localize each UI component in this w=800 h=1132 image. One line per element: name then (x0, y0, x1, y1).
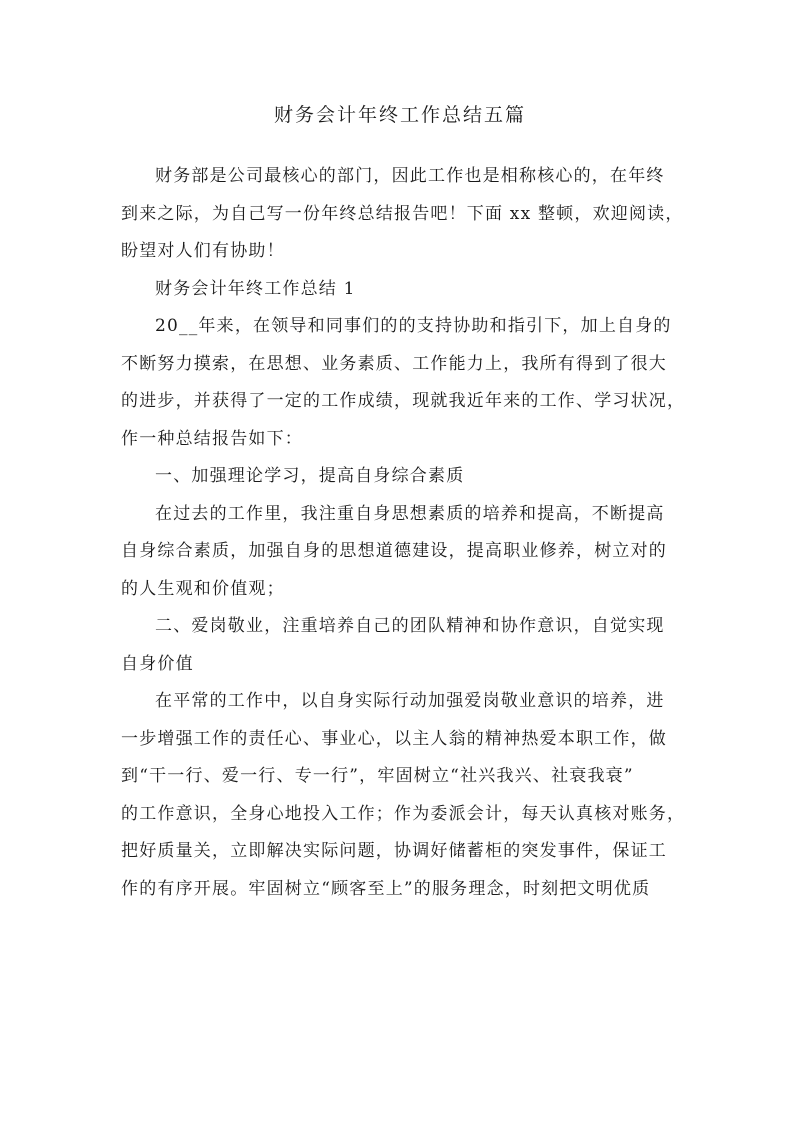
text-line: 二、爱岗敬业，注重培养自己的团队精神和协作意识，自觉实现 (155, 616, 665, 636)
body-paragraph (121, 308, 686, 458)
text-line: 作的有序开展。牢固树立“顾客至上”的服务理念，时刻把文明优质 (121, 878, 651, 899)
section-heading (121, 271, 681, 309)
text-line: 的工作意识，全身心地投入工作；作为委派会计，每天认真核对账务， (121, 803, 686, 824)
text-line: 财务会计年终工作总结 1 (155, 278, 356, 299)
text-line: 的进步，并获得了一定的工作成绩，现就我近年来的工作、学习状况， (121, 391, 686, 411)
text-line: 不断努力摸索，在思想、业务素质、工作能力上，我所有得到了很大 (121, 353, 667, 374)
text-line: 20__年来，在领导和同事们的的支持协助和指引下，加上自身的 (155, 316, 672, 336)
text-line: 一步增强工作的责任心、事业心，以主人翁的精神热爱本职工作，做 (121, 728, 667, 749)
body-paragraph (121, 683, 686, 908)
text-line: 盼望对人们有协助！ (121, 241, 285, 261)
subsection-heading (121, 458, 681, 496)
text-line: 自身综合素质，加强自身的思想道德建设，提高职业修养，树立对的 (121, 541, 667, 561)
text-line: 自身价值 (121, 653, 194, 674)
text-line: 在平常的工作中，以自身实际行动加强爱岗敬业意识的培养，进 (155, 691, 665, 711)
text-line: 到“干一行、爱一行、专一行”，牢固树立“社兴我兴、社衰我衰” (121, 766, 634, 786)
document-title: 财务会计年终工作总结五篇 (273, 104, 526, 126)
text-line: 的人生观和价值观； (121, 578, 285, 599)
text-line: 在过去的工作里，我注重自身思想素质的培养和提高，不断提高 (155, 503, 665, 524)
text-line: 作一种总结报告如下： (121, 428, 303, 449)
body-paragraph (121, 496, 681, 609)
text-line: 一、加强理论学习，提高自身综合素质 (155, 466, 465, 486)
document-body (121, 158, 686, 908)
text-line: 到来之际，为自己写一份年终总结报告吧！下面 xx 整顿，欢迎阅读， (121, 203, 684, 224)
subsection-heading (121, 608, 681, 683)
text-line: 财务部是公司最核心的部门，因此工作也是相称核心的，在年终 (155, 166, 665, 186)
text-line: 把好质量关，立即解决实际问题，协调好储蓄柜的突发事件，保证工 (121, 841, 667, 861)
intro-paragraph (121, 158, 684, 271)
